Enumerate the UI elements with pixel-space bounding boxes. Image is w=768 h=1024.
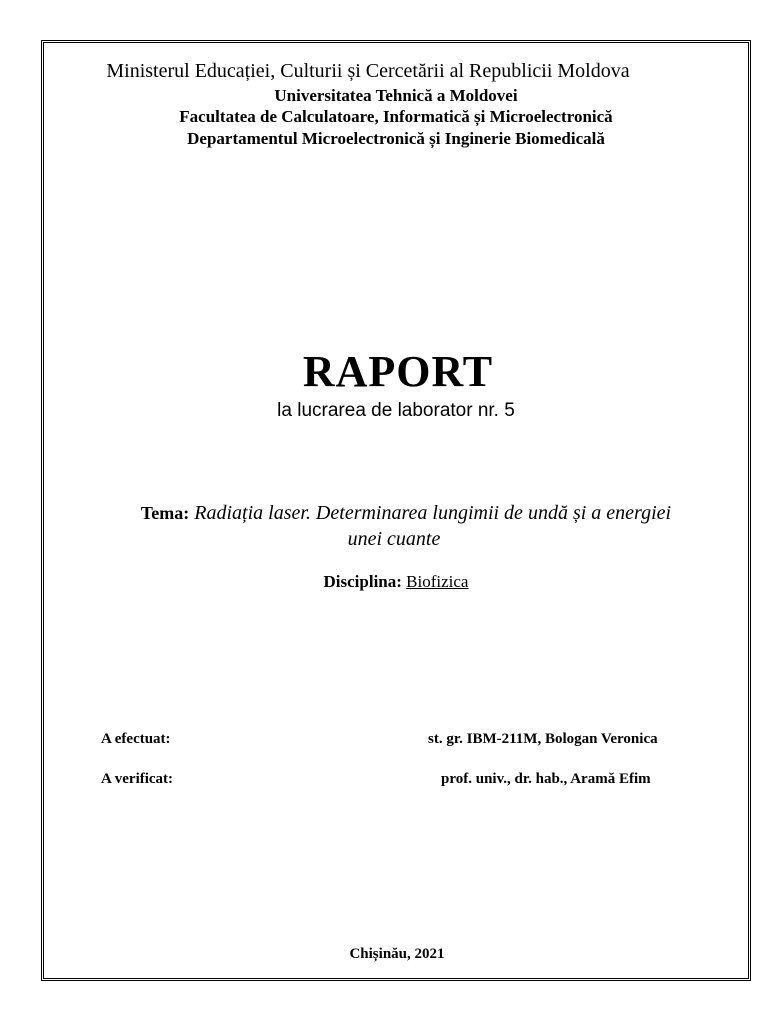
verified-label: A verificat: xyxy=(101,771,174,787)
university-name: Universitatea Tehnică a Moldovei xyxy=(274,86,518,105)
discipline-label: Disciplina: xyxy=(323,572,402,591)
theme-text-2: unei cuante xyxy=(347,528,441,550)
discipline-value: Biofizica xyxy=(406,572,469,591)
theme-line xyxy=(22,502,768,525)
department-name: Departamentul Microelectronică și Inginerie Biomedicală xyxy=(187,129,605,148)
ministry-name: Ministerul Educației, Culturii și Cercetării al Republicii Moldova xyxy=(106,60,630,82)
verified-value: prof. univ., dr. hab., Aramă Efim xyxy=(441,771,651,787)
report-subtitle: la lucrarea de laborator nr. 5 xyxy=(277,400,515,421)
city-year: Chișinău, 2021 xyxy=(349,946,445,962)
performed-value: st. gr. IBM-211M, Bologan Veronica xyxy=(428,731,658,747)
theme-text-1: Radiația laser. Determinarea lungimii de undă și a energiei xyxy=(194,502,672,524)
discipline-line xyxy=(12,572,768,592)
performed-label: A efectuat: xyxy=(101,731,171,747)
report-title: RAPORT xyxy=(302,347,494,396)
theme-label: Tema: xyxy=(140,503,190,523)
faculty-name: Facultatea de Calculatoare, Informatică și Microelectronică xyxy=(179,107,613,126)
